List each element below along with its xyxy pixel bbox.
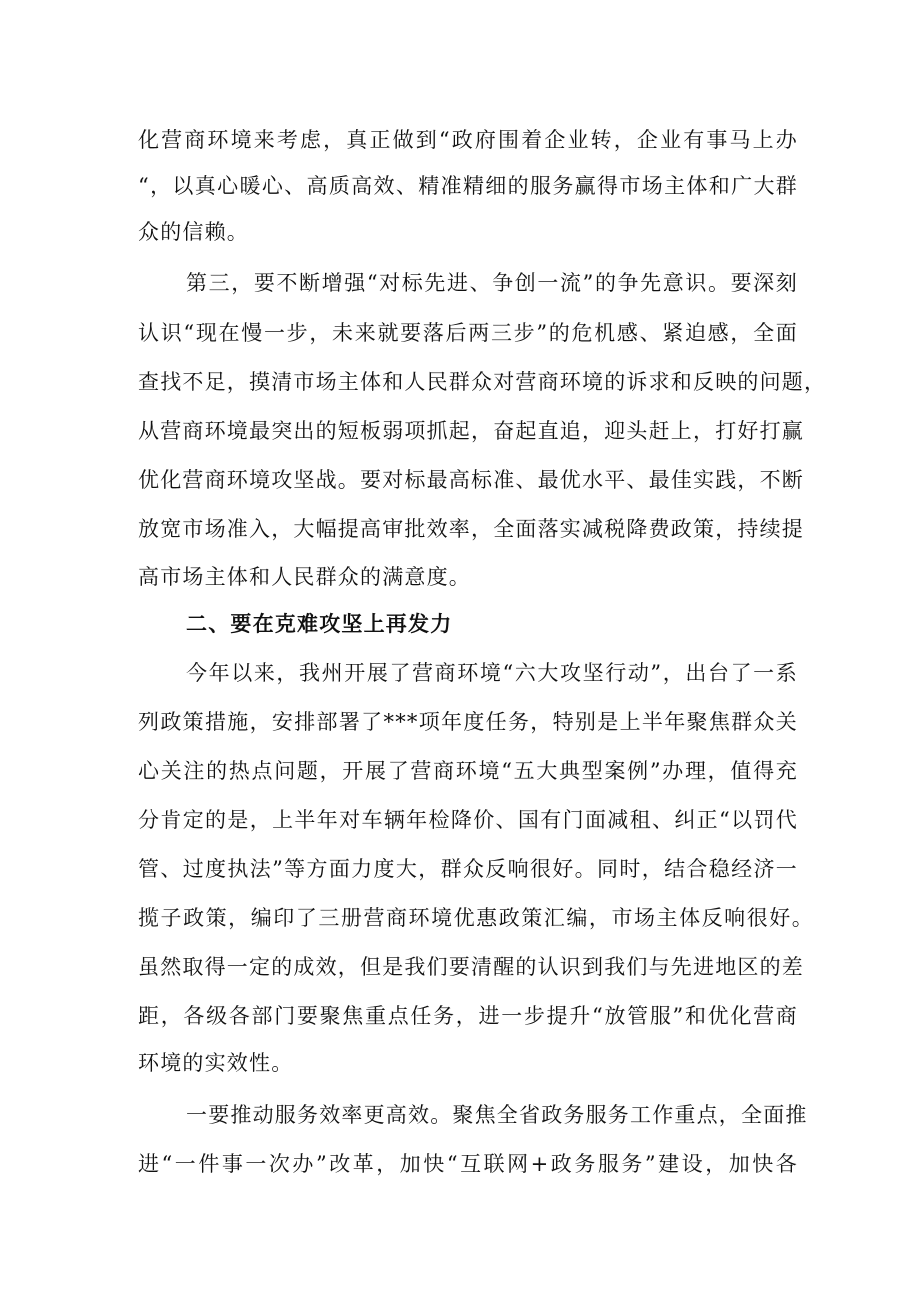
text-line: 距，各级各部门要聚焦重点任务，进一步提升“放管服”和优化营商 — [138, 1004, 798, 1028]
text-line: 查找不足，摸清市场主体和人民群众对营商环境的诉求和反映的问题， — [138, 370, 827, 394]
text-line: 管、过度执法”等方面力度大，群众反响很好。同时，结合稳经济一 — [138, 857, 798, 881]
text-line: 放宽市场准入，大幅提高审批效率，全面落实减税降费政策，持续提 — [138, 517, 804, 541]
text-line: 揽子政策，编印了三册营商环境优惠政策汇编，市场主体反响很好。 — [138, 906, 814, 930]
text-line: 进“一件事一次办”改革，加快“互联网+政务服务”建设，加快各 — [138, 1152, 798, 1176]
text-line: 环境的实效性。 — [138, 1051, 294, 1075]
text-line: 虽然取得一定的成效，但是我们要清醒的认识到我们与先进地区的差 — [138, 955, 804, 979]
text-line: 列政策措施，安排部署了***项年度任务，特别是上半年聚焦群众关 — [138, 710, 798, 734]
text-line: 今年以来，我州开展了营商环境“六大攻坚行动”，出台了一系 — [186, 661, 798, 685]
text-line: 众的信赖。 — [138, 220, 249, 244]
text-line: “，以真心暖心、高质高效、精准精细的服务赢得市场主体和广大群 — [138, 174, 798, 198]
text-line: 高市场主体和人民群众的满意度。 — [138, 565, 471, 589]
section-heading: 二、要在克难攻坚上再发力 — [186, 611, 453, 636]
text-line: 心关注的热点问题，开展了营商环境“五大典型案例”办理，值得充 — [138, 759, 798, 783]
text-line: 从营商环境最突出的短板弱项抓起，奋起直追，迎头赶上，打好打赢 — [138, 419, 804, 443]
text-line: 认识“现在慢一步，未来就要落后两三步”的危机感、紧迫感，全面 — [138, 321, 798, 345]
text-line: 优化营商环境攻坚战。要对标最高标准、最优水平、最佳实践，不断 — [138, 468, 804, 492]
text-line: 第三，要不断增强“对标先进、争创一流”的争先意识。要深刻 — [186, 271, 798, 295]
text-line: 分肯定的是，上半年对车辆年检降价、国有门面减租、纠正“以罚代 — [138, 808, 798, 832]
text-line: 一要推动服务效率更高效。聚焦全省政务服务工作重点，全面推 — [186, 1103, 808, 1127]
text-line: 化营商环境来考虑，真正做到“政府围着企业转，企业有事马上办 — [138, 128, 798, 152]
